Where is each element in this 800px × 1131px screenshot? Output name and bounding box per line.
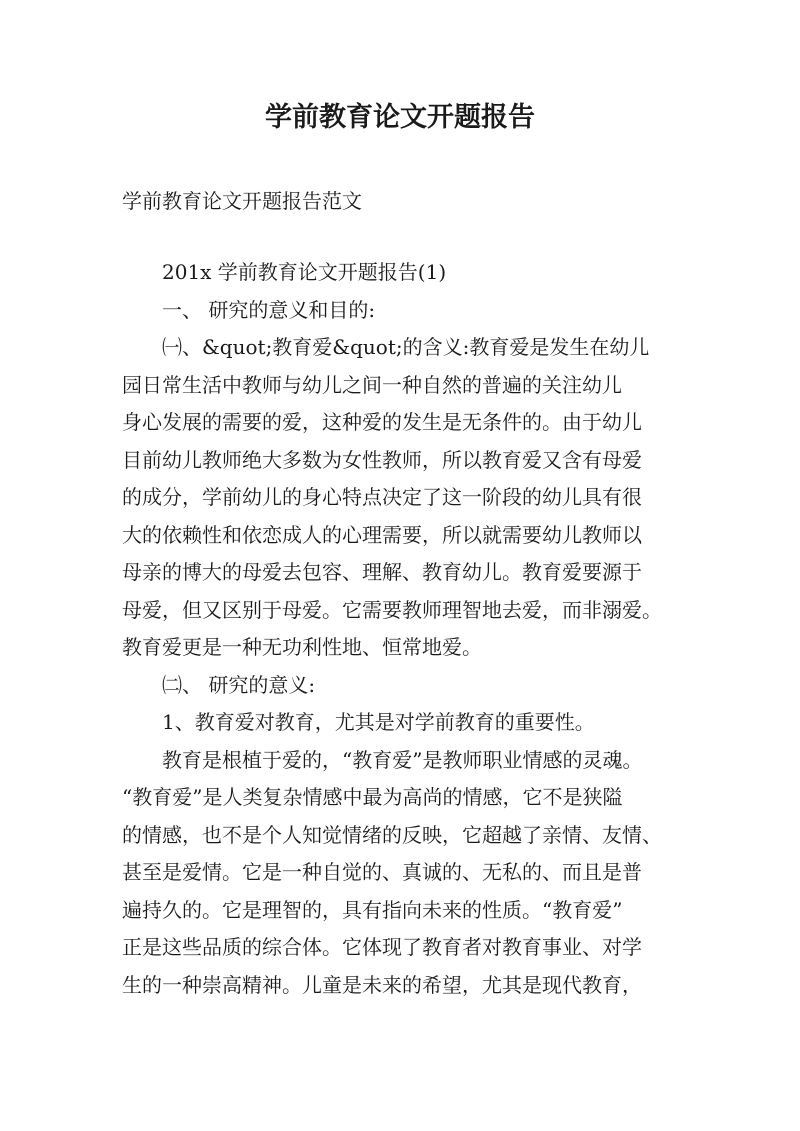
body-text-line: 母亲的博大的母爱去包容、理解、教育幼儿。教育爱要源于 [122, 560, 642, 584]
document-title: 学前教育论文开题报告 [265, 102, 535, 133]
body-text-line: 教育是根植于爱的，“教育爱”是教师职业情感的灵魂。 [162, 747, 643, 772]
body-text-line: 201x 学前教育论文开题报告(1) [162, 260, 447, 284]
body-text-line: 生的一种崇高精神。儿童是未来的希望，尤其是现代教育， [122, 972, 642, 997]
body-text-line: 正是这些品质的综合体。它体现了教育者对教育事业、对学 [122, 935, 642, 959]
body-text-line: 大的依赖性和依恋成人的心理需要，所以就需要幼儿教师以 [122, 522, 642, 547]
document-body [122, 254, 682, 1004]
body-text-line: 甚至是爱情。它是一种自觉的、真诚的、无私的、而且是普 [122, 860, 642, 884]
body-text-line: 的成分，学前幼儿的身心特点决定了这一阶段的幼儿具有很 [122, 485, 642, 509]
body-text-line: 园日常生活中教师与幼儿之间一种自然的普遍的关注幼儿 [122, 372, 622, 397]
body-text-line: 遍持久的。它是理智的，具有指向未来的性质。“教育爱” [122, 897, 623, 922]
body-text-line: 的情感，也不是个人知觉情绪的反映，它超越了亲情、友情、 [122, 822, 662, 847]
body-text-line: 身心发展的需要的爱，这种爱的发生是无条件的。由于幼儿 [122, 410, 642, 434]
document-subtitle: 学前教育论文开题报告范文 [122, 189, 362, 213]
body-text-line: 母爱，但又区别于母爱。它需要教师理智地去爱，而非溺爱。 [122, 597, 662, 622]
body-text-line: ㈠、&quot;教育爱&quot;的含义:教育爱是发生在幼儿 [162, 335, 650, 359]
body-text-line: ㈡、 研究的意义: [162, 672, 316, 697]
body-text-line: 目前幼儿教师绝大多数为女性教师，所以教育爱又含有母爱 [122, 447, 642, 472]
body-text-line: 一、 研究的意义和目的: [162, 297, 376, 322]
body-text-line: 1、教育爱对教育，尤其是对学前教育的重要性。 [162, 710, 595, 734]
body-text-line: 教育爱更是一种无功利性地、恒常地爱。 [122, 635, 482, 659]
body-text-line: “教育爱”是人类复杂情感中最为高尚的情感，它不是狭隘 [122, 785, 623, 809]
